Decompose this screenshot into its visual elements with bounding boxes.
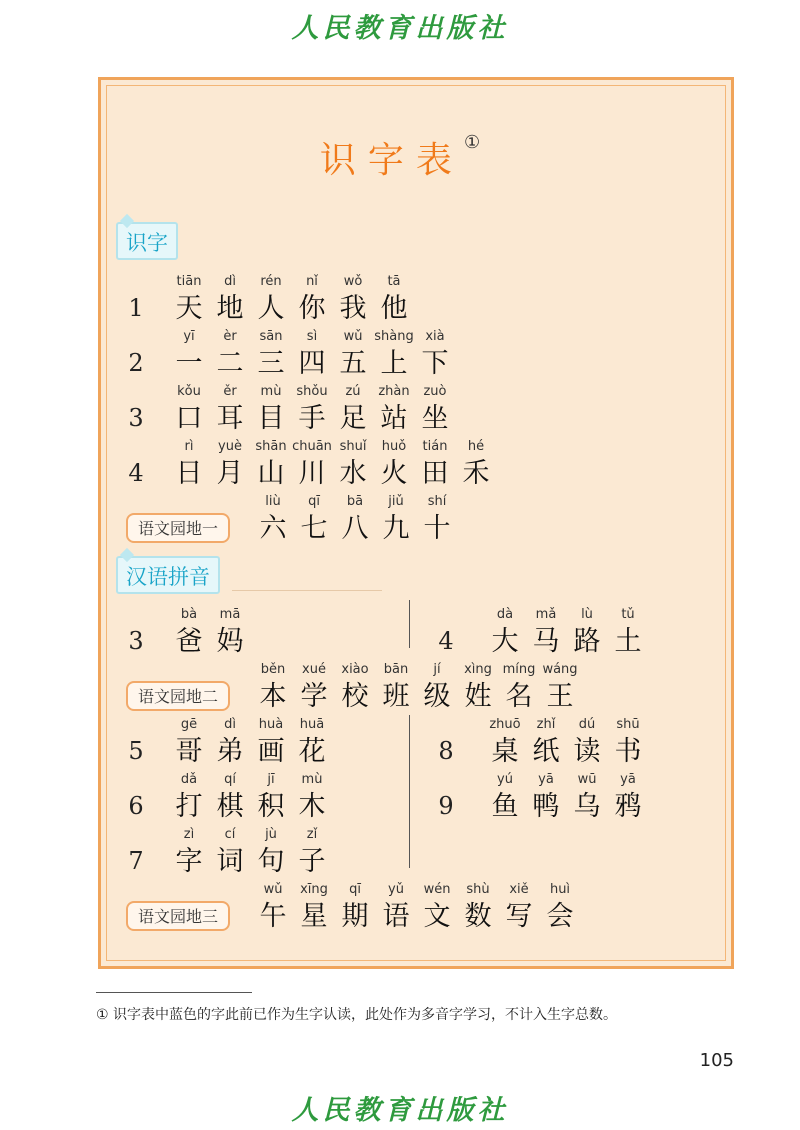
pinyin: shí [427, 494, 447, 509]
character-cell [414, 880, 460, 934]
pinyin: tián [422, 439, 448, 454]
character-cell [289, 715, 335, 769]
character-cell [412, 382, 458, 436]
pinyin: rén [260, 274, 282, 289]
column-divider [409, 715, 410, 868]
character-cell [166, 382, 212, 436]
pinyin: qī [349, 882, 361, 897]
hanzi: 校 [341, 681, 369, 712]
character-cell [250, 492, 296, 546]
pinyin: cí [224, 827, 236, 842]
pinyin: shǒu [296, 384, 328, 399]
character-cell [207, 715, 253, 769]
pinyin: běn [260, 662, 286, 677]
hanzi: 月 [216, 458, 244, 489]
pinyin: rì [184, 439, 194, 454]
lesson-number: 2 [128, 349, 144, 377]
pinyin: yǔ [388, 882, 404, 897]
hanzi: 天 [175, 293, 203, 324]
hanzi: 手 [298, 403, 326, 434]
pinyin: xiào [341, 662, 369, 677]
pinyin: míng [502, 662, 536, 677]
pinyin: zhàn [378, 384, 410, 399]
hanzi: 学 [300, 681, 328, 712]
character-cell [248, 382, 294, 436]
hanzi: 你 [298, 293, 326, 324]
pinyin: wǒ [343, 274, 363, 289]
pinyin: shū [616, 717, 640, 732]
pinyin: chuān [292, 439, 332, 454]
character-cell [289, 272, 335, 326]
hanzi: 打 [175, 791, 203, 822]
lesson-number: 3 [128, 404, 144, 432]
pinyin: huà [258, 717, 284, 732]
lesson-number: 8 [438, 737, 454, 765]
pinyin: zǐ [306, 827, 318, 842]
character-cell [250, 660, 296, 714]
pinyin: xué [302, 662, 326, 677]
hanzi: 下 [421, 348, 449, 379]
character-cell [496, 880, 542, 934]
hanzi: 五 [339, 348, 367, 379]
hanzi: 爸 [175, 626, 203, 657]
hanzi: 桌 [491, 736, 519, 767]
hanzi: 班 [382, 681, 410, 712]
character-cell [207, 605, 253, 659]
character-cell [371, 382, 417, 436]
pinyin: dà [496, 607, 514, 622]
character-cell [455, 660, 501, 714]
pinyin: xīng [300, 882, 328, 897]
character-cell [207, 272, 253, 326]
character-cell [371, 437, 417, 491]
footnote-divider [96, 992, 252, 993]
character-cell [166, 715, 212, 769]
hanzi: 字 [175, 846, 203, 877]
hanzi: 禾 [462, 458, 490, 489]
hanzi: 读 [573, 736, 601, 767]
character-cell [412, 327, 458, 381]
character-cell [248, 715, 294, 769]
hanzi: 乌 [573, 791, 601, 822]
character-cell [291, 492, 337, 546]
hanzi: 姓 [464, 681, 492, 712]
hanzi: 文 [423, 901, 451, 932]
pinyin: yú [497, 772, 513, 787]
character-cell [482, 715, 528, 769]
publisher-logo-bottom: 人民教育出版社 [291, 1095, 509, 1126]
pinyin: yā [538, 772, 554, 787]
hanzi: 四 [298, 348, 326, 379]
character-cell [605, 715, 651, 769]
pinyin: dì [224, 274, 236, 289]
character-cell [455, 880, 501, 934]
character-cell [248, 327, 294, 381]
hanzi: 六 [259, 513, 287, 544]
publisher-logo-top: 人民教育出版社 [291, 13, 509, 44]
pinyin: tā [387, 274, 401, 289]
character-cell [248, 437, 294, 491]
character-cell [250, 880, 296, 934]
character-cell [207, 437, 253, 491]
pinyin: bān [383, 662, 409, 677]
hanzi: 站 [380, 403, 408, 434]
pinyin: wū [577, 772, 597, 787]
character-cell [564, 770, 610, 824]
pinyin: liù [265, 494, 281, 509]
hanzi: 马 [532, 626, 560, 657]
pinyin: zì [183, 827, 195, 842]
hanzi: 地 [216, 293, 244, 324]
hanzi: 八 [341, 513, 369, 544]
lesson-number: 1 [128, 294, 144, 322]
character-cell [289, 437, 335, 491]
pinyin: jiǔ [388, 494, 404, 509]
hanzi: 名 [505, 681, 533, 712]
lesson-number: 7 [128, 847, 144, 875]
hanzi: 七 [300, 513, 328, 544]
character-cell [330, 327, 376, 381]
pinyin: dú [578, 717, 596, 732]
character-cell [371, 327, 417, 381]
character-cell [291, 660, 337, 714]
pinyin: bā [346, 494, 364, 509]
hanzi: 鱼 [491, 791, 519, 822]
hanzi: 坐 [421, 403, 449, 434]
character-cell [207, 825, 253, 879]
pinyin: ěr [223, 384, 237, 399]
lesson-number: 5 [128, 737, 144, 765]
hanzi: 一 [175, 348, 203, 379]
hanzi: 九 [382, 513, 410, 544]
character-cell [248, 825, 294, 879]
pinyin: sān [259, 329, 283, 344]
pinyin: xìng [464, 662, 492, 677]
character-cell [523, 715, 569, 769]
character-cell [207, 770, 253, 824]
hanzi: 路 [573, 626, 601, 657]
pinyin: mù [260, 384, 282, 399]
pinyin: wáng [542, 662, 578, 677]
character-cell [289, 825, 335, 879]
character-cell [373, 660, 419, 714]
page-number: 105 [699, 1050, 734, 1071]
pinyin: yī [183, 329, 195, 344]
hanzi: 十 [423, 513, 451, 544]
column-divider [409, 600, 410, 648]
character-cell [496, 660, 542, 714]
pinyin: mù [301, 772, 323, 787]
character-cell [605, 605, 651, 659]
pinyin: zhǐ [536, 717, 556, 732]
pinyin: zhuō [489, 717, 521, 732]
pinyin: shù [466, 882, 490, 897]
hanzi: 耳 [216, 403, 244, 434]
hanzi: 句 [257, 846, 285, 877]
pinyin: wǔ [263, 882, 283, 897]
character-cell [537, 660, 583, 714]
pinyin: gē [180, 717, 198, 732]
hanzi: 山 [257, 458, 285, 489]
hanzi: 水 [339, 458, 367, 489]
hanzi: 上 [380, 348, 408, 379]
character-cell [453, 437, 499, 491]
pinyin: yā [620, 772, 636, 787]
hanzi: 三 [257, 348, 285, 379]
character-cell [330, 272, 376, 326]
hanzi: 子 [298, 846, 326, 877]
character-cell [166, 770, 212, 824]
pinyin: shuǐ [339, 439, 367, 454]
character-cell [289, 327, 335, 381]
hanzi: 川 [298, 458, 326, 489]
lesson-number: 4 [128, 459, 144, 487]
hanzi: 人 [257, 293, 285, 324]
hanzi: 数 [464, 901, 492, 932]
pinyin: wǔ [343, 329, 363, 344]
pinyin: xiě [509, 882, 529, 897]
pinyin: sì [306, 329, 318, 344]
hanzi: 鸦 [614, 791, 642, 822]
pinyin: tiān [176, 274, 202, 289]
character-cell [482, 770, 528, 824]
pinyin: bà [180, 607, 198, 622]
character-cell [248, 770, 294, 824]
pinyin: huā [299, 717, 325, 732]
lesson-number: 9 [438, 792, 454, 820]
pinyin: èr [223, 329, 237, 344]
hanzi: 写 [505, 901, 533, 932]
character-cell [373, 880, 419, 934]
character-cell [166, 272, 212, 326]
hanzi: 语 [382, 901, 410, 932]
pinyin: zuò [423, 384, 447, 399]
character-cell [330, 382, 376, 436]
character-cell [523, 605, 569, 659]
character-cell [564, 605, 610, 659]
character-cell [207, 382, 253, 436]
pinyin: qí [224, 772, 236, 787]
character-cell [371, 272, 417, 326]
character-cell [166, 605, 212, 659]
section-heading [116, 222, 178, 260]
pinyin: huì [549, 882, 571, 897]
lesson-number: 4 [438, 627, 454, 655]
hanzi: 口 [175, 403, 203, 434]
hanzi: 花 [298, 736, 326, 767]
character-cell [537, 880, 583, 934]
pinyin: shān [255, 439, 287, 454]
hanzi: 妈 [216, 626, 244, 657]
character-cell [564, 715, 610, 769]
hanzi: 星 [300, 901, 328, 932]
footnote-mark: ① [463, 132, 481, 153]
section-label: 汉语拼音 [126, 565, 210, 589]
character-cell [605, 770, 651, 824]
character-cell [166, 437, 212, 491]
hanzi: 木 [298, 791, 326, 822]
hanzi: 足 [339, 403, 367, 434]
hanzi: 他 [380, 293, 408, 324]
hanzi: 鸭 [532, 791, 560, 822]
pinyin: jí [433, 662, 441, 677]
section-rule [232, 590, 382, 591]
hanzi: 期 [341, 901, 369, 932]
hanzi: 棋 [216, 791, 244, 822]
hanzi: 积 [257, 791, 285, 822]
chinese-garden-tag: 语文园地三 [126, 901, 230, 931]
character-cell [289, 770, 335, 824]
character-cell [414, 660, 460, 714]
pinyin: shàng [374, 329, 414, 344]
pinyin: yuè [218, 439, 242, 454]
chinese-garden-tag: 语文园地一 [126, 513, 230, 543]
hanzi: 午 [259, 901, 287, 932]
character-cell [414, 492, 460, 546]
character-cell [412, 437, 458, 491]
hanzi: 我 [339, 293, 367, 324]
character-cell [289, 382, 335, 436]
pinyin: lù [581, 607, 593, 622]
hanzi: 日 [175, 458, 203, 489]
character-cell [166, 825, 212, 879]
pinyin: mā [219, 607, 241, 622]
hanzi: 田 [421, 458, 449, 489]
hanzi: 火 [380, 458, 408, 489]
hanzi: 目 [257, 403, 285, 434]
lesson-number: 6 [128, 792, 144, 820]
character-cell [248, 272, 294, 326]
pinyin: tǔ [621, 607, 635, 622]
hanzi: 二 [216, 348, 244, 379]
pinyin: kǒu [177, 384, 201, 399]
character-cell [332, 492, 378, 546]
character-cell [332, 880, 378, 934]
section-heading [116, 556, 220, 594]
character-cell [330, 437, 376, 491]
pinyin: huǒ [381, 439, 407, 454]
pinyin: hé [467, 439, 485, 454]
character-cell [482, 605, 528, 659]
pinyin: qī [308, 494, 320, 509]
pinyin: jù [265, 827, 277, 842]
character-cell [291, 880, 337, 934]
chinese-garden-tag: 语文园地二 [126, 681, 230, 711]
hanzi: 本 [259, 681, 287, 712]
pinyin: xià [425, 329, 445, 344]
footnote: ① 识字表中蓝色的字此前已作为生字认读，此处作为多音字学习，不计入生字总数。 [96, 1007, 617, 1023]
character-cell [523, 770, 569, 824]
character-cell [373, 492, 419, 546]
pinyin: jī [267, 772, 275, 787]
hanzi: 词 [216, 846, 244, 877]
page-title: 识字表① [319, 132, 481, 181]
pinyin: zú [345, 384, 361, 399]
hanzi: 纸 [532, 736, 560, 767]
lesson-number: 3 [128, 627, 144, 655]
hanzi: 王 [546, 681, 574, 712]
hanzi: 级 [423, 681, 451, 712]
hanzi: 大 [491, 626, 519, 657]
hanzi: 会 [546, 901, 574, 932]
pinyin: mǎ [535, 607, 557, 622]
hanzi: 画 [257, 736, 285, 767]
pinyin: dì [224, 717, 236, 732]
character-cell [207, 327, 253, 381]
hanzi: 哥 [175, 736, 203, 767]
hanzi: 书 [614, 736, 642, 767]
pinyin: wén [423, 882, 451, 897]
hanzi: 弟 [216, 736, 244, 767]
pinyin: dǎ [180, 772, 198, 787]
pinyin: nǐ [306, 274, 318, 289]
section-label: 识字 [126, 231, 168, 255]
character-cell [332, 660, 378, 714]
character-cell [166, 327, 212, 381]
hanzi: 土 [614, 626, 642, 657]
